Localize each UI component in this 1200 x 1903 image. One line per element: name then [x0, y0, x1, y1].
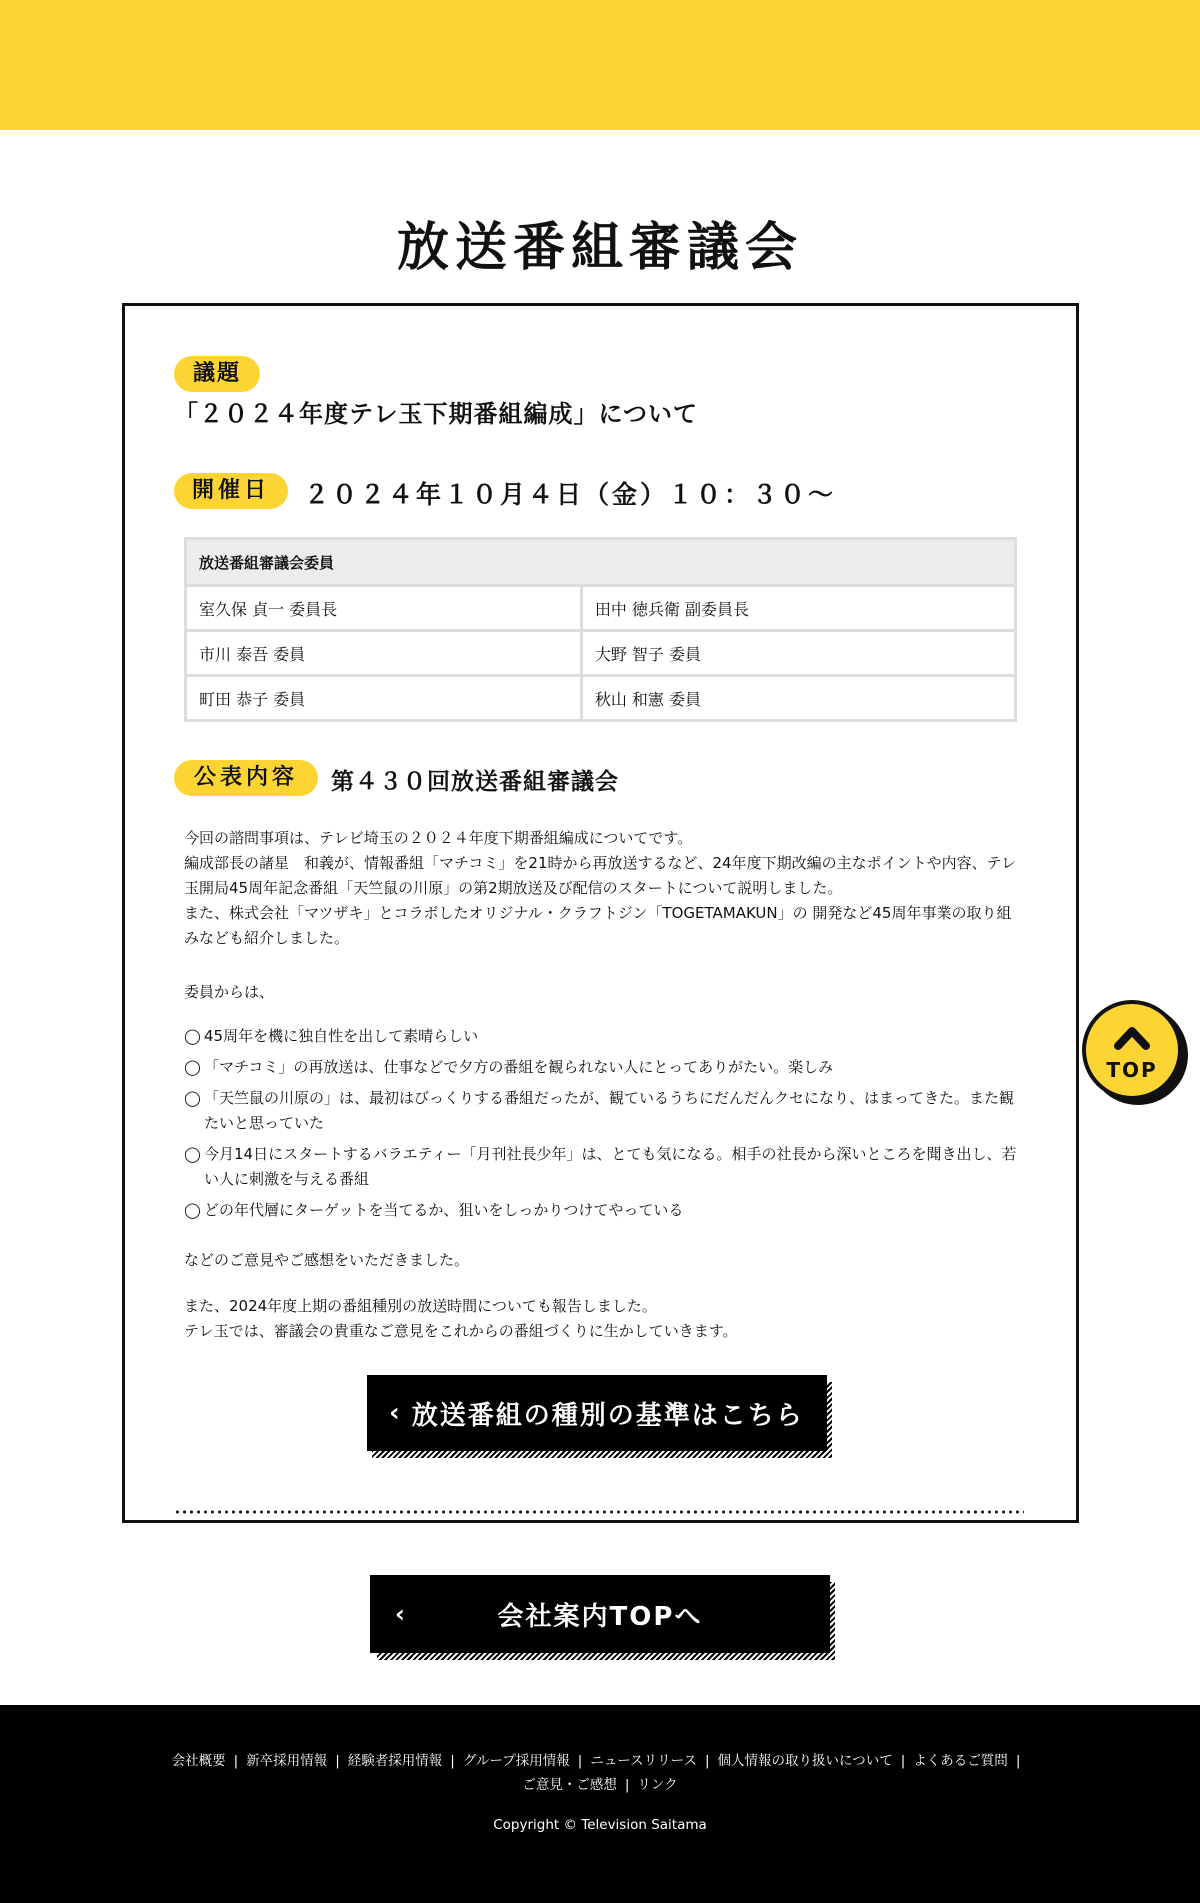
footer-links [160, 1749, 1040, 1797]
footer-separator: | [704, 1753, 710, 1769]
circle-bullet-icon: ◯ [184, 1027, 201, 1045]
member-cell: 田中 徳兵衛 副委員長 [581, 586, 1015, 631]
content-paragraph-2: 委員からは、 [184, 983, 275, 1001]
table-row [186, 631, 1016, 676]
list-item [184, 1142, 1019, 1192]
footer-separator: | [900, 1753, 906, 1769]
footer-link-new-grad[interactable]: 新卒採用情報 [246, 1753, 328, 1769]
footer-separator: | [1015, 1753, 1021, 1769]
members-table [184, 537, 1017, 722]
publication-label: 公表内容 [174, 760, 318, 796]
footer-separator: | [450, 1753, 455, 1769]
dotted-divider [174, 1510, 1024, 1514]
opinion-text: 「天竺鼠の川原の」は、最初はびっくりする番組だったが、観ているうちにだんだんクセになり、はまってきた。また観たいと思っていた [204, 1089, 1015, 1132]
publication-title: 第４３０回放送番組審議会 [331, 769, 619, 795]
content-line: また、株式会社「マツザキ」とコラボしたオリジナル・クラフトジン「TOGETAMAKUN」の 開発など45周年事業の取り組みなども紹介しました。 [184, 904, 1012, 947]
footer-link-privacy[interactable]: 個人情報の取り扱いについて [717, 1753, 893, 1769]
circle-bullet-icon: ◯ [184, 1089, 201, 1107]
footer-link-experienced[interactable]: 経験者採用情報 [347, 1753, 443, 1769]
list-item [184, 1055, 1019, 1080]
content-line: 編成部長の諸星 和義が、情報番組「マチコミ」を21時から再放送するなど、24年度下期改編の主なポイントや内容、テレ玉開局45周年記念番組「天竺鼠の川原」の第2期放送及び配信のスタートについて説明しました。 [184, 854, 1017, 897]
footer-separator: | [577, 1753, 583, 1769]
circle-bullet-icon: ◯ [184, 1145, 201, 1163]
list-item [184, 1086, 1019, 1136]
footer-separator: | [624, 1777, 630, 1793]
member-cell: 室久保 貞一 委員長 [186, 586, 582, 631]
footer-link-faq[interactable]: よくあるご質問 [913, 1753, 1008, 1769]
agenda-label: 議題 [174, 356, 260, 392]
content-line: また、2024年度上期の番組種別の放送時間についても報告しました。 [184, 1297, 657, 1315]
opinion-text: どの年代層にターゲットを当てるか、狙いをしっかりつけてやっている [204, 1201, 684, 1219]
header-band [0, 0, 1200, 130]
table-row [186, 586, 1016, 631]
footer [0, 1705, 1200, 1903]
chevron-left-icon: ‹ [389, 1398, 402, 1428]
content-paragraph-1 [184, 826, 1019, 951]
opinion-text: 今月14日にスタートするバラエティー「月刊社長少年」は、とても気になる。相手の社長から深いところを聞き出し、若い人に刺激を与える番組 [204, 1145, 1017, 1188]
date-label: 開催日 [174, 473, 288, 509]
opinions-list [184, 1024, 1019, 1229]
footer-link-group[interactable]: グループ採用情報 [462, 1753, 570, 1769]
back-to-top-label: TOP [1106, 1058, 1158, 1082]
company-top-button[interactable] [370, 1575, 830, 1653]
member-cell: 市川 泰吾 委員 [186, 631, 582, 676]
agenda-title: 「２０２４年度テレ玉下期番組編成」について [174, 400, 699, 428]
opinion-text: 45周年を機に独自性を出して素晴らしい [204, 1027, 479, 1045]
member-cell: 大野 智子 委員 [581, 631, 1015, 676]
back-to-top-button[interactable] [1082, 1000, 1182, 1100]
chevron-up-icon [1112, 1018, 1152, 1058]
list-item [184, 1198, 1019, 1223]
table-row [186, 676, 1016, 721]
footer-link-links[interactable]: リンク [637, 1777, 678, 1793]
meeting-date: ２０２４年１０月４日（金）１０：３０～ [304, 480, 837, 509]
copyright: Copyright © Television Saitama [493, 1817, 707, 1833]
list-item [184, 1024, 1019, 1049]
footer-link-feedback[interactable]: ご意見・ご感想 [522, 1777, 617, 1793]
chevron-left-icon: ‹ [395, 1600, 407, 1628]
content-paragraph-4 [184, 1294, 1019, 1344]
footer-link-company[interactable]: 会社概要 [171, 1753, 226, 1769]
opinion-text: 「マチコミ」の再放送は、仕事などで夕方の番組を観られない人にとってありがたい。楽しみ [204, 1058, 834, 1076]
members-table-header: 放送番組審議会委員 [186, 539, 1016, 586]
members-table-header-row [186, 539, 1016, 586]
circle-bullet-icon: ◯ [184, 1201, 201, 1219]
button-label: 放送番組の種別の基準はこちら [411, 1400, 804, 1431]
footer-separator: | [233, 1753, 239, 1769]
button-label: 会社案内TOPへ [497, 1601, 703, 1632]
member-cell: 秋山 和憲 委員 [581, 676, 1015, 721]
footer-link-news[interactable]: ニュースリリース [590, 1753, 697, 1769]
content-line: テレ玉では、審議会の貴重なご意見をこれからの番組づくりに生かしていきます。 [184, 1322, 738, 1340]
circle-bullet-icon: ◯ [184, 1058, 201, 1076]
content-paragraph-3: などのご意見やご感想をいただきました。 [184, 1251, 470, 1269]
page-title: 放送番組審議会 [396, 218, 803, 278]
footer-separator: | [335, 1753, 340, 1769]
content-line: 今回の諮問事項は、テレビ埼玉の２０２４年度下期番組編成についてです。 [184, 829, 693, 847]
member-cell: 町田 恭子 委員 [186, 676, 582, 721]
broadcast-standards-button[interactable] [367, 1375, 827, 1451]
